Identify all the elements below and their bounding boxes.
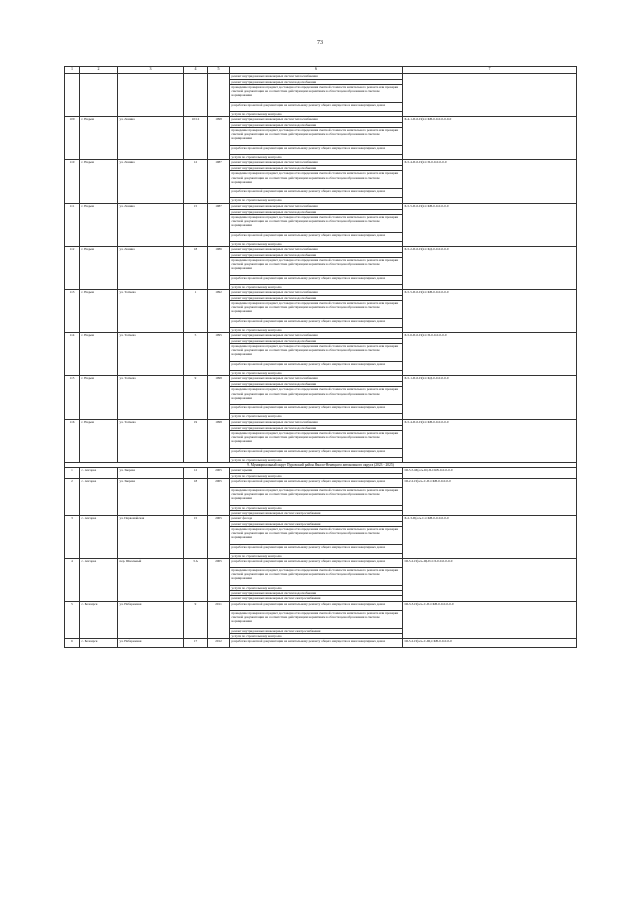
work-type: ремонт внутридомовых инженерных систем водоснабжения (230, 252, 403, 257)
work-type: разработка проектной документации на капитальному ремонту общего имущества в многоквартирных домах (230, 232, 403, 241)
work-type: ремонт внутридомовых инженерных систем водоснабжения (230, 123, 403, 128)
work-type: услуги по строительному контролю (230, 414, 403, 419)
settlement: г. Надым (80, 289, 118, 332)
row-number: 113 (65, 289, 80, 332)
work-type: ремонт внутридомовых инженерных систем теплоснабжения (230, 289, 403, 295)
settlement: г. Надым (80, 117, 118, 160)
work-type: услуги по строительному контролю (230, 241, 403, 246)
column-header: 7 (403, 67, 577, 74)
street: ул. Зверева (118, 467, 184, 478)
work-type: услуги по строительному контролю (230, 473, 403, 478)
house-number: 19 (184, 419, 208, 462)
work-type: ремонт внутридомовых инженерных систем теплоснабжения (230, 203, 403, 209)
street: пер. Школьный (118, 559, 184, 601)
build-year: 2011 (208, 601, 230, 638)
house-code: Б-5-2-П-0-П(2-СКД-0-0-0-0-0-0 (403, 246, 577, 289)
house-code: Ш-2-2-П(ось-С-П-СКВ-0-0-0-0-0 (403, 478, 577, 515)
work-type: ремонт внутридомовых инженерных систем водоснабжения (230, 382, 403, 387)
work-type: ремонт фасада (230, 516, 403, 522)
work-type: ремонт крыши (230, 467, 403, 473)
build-year: 1998 (208, 419, 230, 462)
street: ул. Набережная (118, 601, 184, 638)
row-number: 3 (65, 516, 80, 559)
work-type: ремонт внутридомовых инженерных систем теплоснабжения (230, 419, 403, 425)
empty-cell (65, 74, 80, 117)
house-number: 15 (184, 516, 208, 559)
settlement: с. Белоярск (80, 638, 118, 647)
work-type: услуги по строительному контролю (230, 633, 403, 638)
work-type: разработка проектной документации на капитальному ремонту общего имущества в многоквартирных домах (230, 362, 403, 371)
empty-cell (80, 74, 118, 117)
settlement: г. Надым (80, 376, 118, 419)
street: ул. Ленина (118, 246, 184, 289)
house-code: Б-5-5-П-0-П(2-СКВ-0-0-0-0-0-0 (403, 289, 577, 332)
row-number: 114 (65, 333, 80, 376)
house-number: 12 (184, 467, 208, 478)
work-type: разработка проектной документации на капитальному ремонту общего имущества в многоквартирных домах (230, 478, 403, 487)
row-number: 112 (65, 246, 80, 289)
work-type: проведение проверки на предмет достоверности определения сметной стоимости капитального ремонта или проверки сметной документации на соответствие действующим нормативам в области ценообразования в сметном нормировании (230, 301, 403, 319)
build-year: 1995 (208, 333, 230, 376)
empty-cell (184, 74, 208, 117)
row-number: 1 (65, 467, 80, 478)
table-row (65, 601, 577, 610)
settlement: г. Надым (80, 246, 118, 289)
work-type: ремонт внутридомовых инженерных систем водоснабжения (230, 166, 403, 171)
house-code: Б-5-4-П-0-П(2-СП-0-0-0-0-0-0 (403, 160, 577, 203)
work-type: разработка проектной документации на капитальному ремонту общего имущества в многоквартирных домах (230, 405, 403, 414)
empty-cell (403, 74, 577, 117)
work-type: услуги по строительному контролю (230, 371, 403, 376)
work-type: услуги по строительному контролю (230, 586, 403, 591)
work-type: услуги по строительному контролю (230, 328, 403, 333)
build-year: 1987 (208, 160, 230, 203)
row-number: 109 (65, 117, 80, 160)
work-type: ремонт внутридомовых инженерных систем водоснабжения (230, 591, 403, 596)
house-code: Ш-3-3-П(ось-С-П-СКВ-0-0-0-0-0-0 (403, 601, 577, 638)
work-type: проведение проверки на предмет достоверности определения сметной стоимости капитального ремонта или проверки сметной документации на соответствие действующим нормативам в области ценообразования в сметном нормировании (230, 487, 403, 505)
work-type: услуги по строительному контролю (230, 155, 403, 160)
work-type: ремонт внутридомовых инженерных систем водоснабжения (230, 80, 403, 85)
work-type: разработка проектной документации на капитальному ремонту общего имущества в многоквартирных домах (230, 275, 403, 284)
house-code: Б-5-6-П-0-П(2-СП-0-0-0-0-0-0 (403, 333, 577, 376)
work-type: разработка проектной документации на капитальному ремонту общего имущества в многоквартирных домах (230, 189, 403, 198)
work-type: ремонт внутридомовых инженерных систем теплоснабжения (230, 333, 403, 339)
house-code: Ш-5-2-П(ось-Щ-П-СЛ-0-0-0-0-0-0 (403, 559, 577, 601)
settlement: г. Надым (80, 333, 118, 376)
settlement: с. Ахсарка (80, 559, 118, 601)
row-number: 2 (65, 478, 80, 515)
build-year: 2005 (208, 478, 230, 515)
work-type: ремонт внутридомовых инженерных систем теплоснабжения (230, 117, 403, 123)
column-header: 1 (65, 67, 80, 74)
section-title: 9. Муниципальный округ Пуровский район Ямало-Ненецкого автономного округа (2023 - 2025) (65, 462, 577, 467)
work-type: проведение проверки на предмет достоверности определения сметной стоимости капитального ремонта или проверки сметной документации на соответствие действующим нормативам в области ценообразования в сметном нормировании (230, 171, 403, 189)
row-number: 116 (65, 419, 80, 462)
empty-cell (118, 74, 184, 117)
work-type: услуги по строительному контролю (230, 198, 403, 203)
work-type: проведение проверки на предмет достоверности определения сметной стоимости капитального ремонта или проверки сметной документации на соответствие действующим нормативам в области ценообразования в сметном нормировании (230, 344, 403, 362)
house-number: 5 (184, 333, 208, 376)
street: ул. Первомайская (118, 516, 184, 559)
work-type: услуги по строительному контролю (230, 505, 403, 510)
house-code: Б-5-5-П-0-П(2-СКВ-0-0-0-0-0-0 (403, 203, 577, 246)
build-year: 2012 (208, 638, 230, 647)
street: ул. Топчева (118, 419, 184, 462)
settlement: г. Надым (80, 160, 118, 203)
work-type: проведение проверки на предмет достоверности определения сметной стоимости капитального ремонта или проверки сметной документации на соответствие действующим нормативам в области ценообразования в сметном нормировании (230, 568, 403, 586)
work-type: ремонт внутридомовых инженерных систем электроснабжения (230, 596, 403, 601)
house-number: 9 (184, 601, 208, 638)
work-type: разработка проектной документации на капитальному ремонту общего имущества в многоквартирных домах (230, 319, 403, 328)
work-type: ремонт внутридомовых инженерных систем водоснабжения (230, 209, 403, 214)
street: ул. Ленина (118, 203, 184, 246)
work-type: ремонт внутридомовых инженерных систем теплоснабжения (230, 160, 403, 166)
work-type: проведение проверки на предмет достоверности определения сметной стоимости капитального ремонта или проверки сметной документации на соответствие действующим нормативам в области ценообразования в сметном нормировании (230, 430, 403, 448)
capital-repair-table (64, 66, 577, 648)
settlement: г. Надым (80, 203, 118, 246)
settlement: с. Ахсарка (80, 516, 118, 559)
settlement: с. Ахсарка (80, 467, 118, 478)
row-number: 115 (65, 376, 80, 419)
build-year: 1992 (208, 289, 230, 332)
build-year: 1986 (208, 246, 230, 289)
work-type: разработка проектной документации на капитальному ремонту общего имущества в многоквартирных домах (230, 146, 403, 155)
street: ул. Ленина (118, 160, 184, 203)
header-row (65, 67, 577, 74)
empty-cell (208, 74, 230, 117)
work-type: услуги по строительному контролю (230, 554, 403, 559)
work-type: ремонт внутридомовых инженерных систем водоснабжения (230, 339, 403, 344)
row-number: 111 (65, 203, 80, 246)
page-number: 73 (317, 40, 323, 46)
house-number: 17 (184, 638, 208, 647)
column-header: 3 (118, 67, 184, 74)
work-type: разработка проектной документации на капитальному ремонту общего имущества в многоквартирных домах (230, 638, 403, 647)
street: ул. Ленина (118, 117, 184, 160)
work-type: ремонт внутридомовых инженерных систем теплоснабжения (230, 376, 403, 382)
work-type: проведение проверки на предмет достоверности определения сметной стоимости капитального ремонта или проверки сметной документации на соответствие действующим нормативам в области ценообразования в сметном нормировании (230, 387, 403, 405)
table-row (65, 559, 577, 568)
work-type: ремонт внутридомовых инженерных систем электроснабжения (230, 510, 403, 515)
build-year: 2005 (208, 516, 230, 559)
house-number: 15 (184, 203, 208, 246)
work-type: проведение проверки на предмет достоверности определения сметной стоимости капитального ремонта или проверки сметной документации на соответствие действующим нормативам в области ценообразования в сметном нормировании (230, 610, 403, 628)
street: ул. Набережная (118, 638, 184, 647)
build-year: 1987 (208, 203, 230, 246)
work-type: проведение проверки на предмет достоверности определения сметной стоимости капитального ремонта или проверки сметной документации на соответствие действующим нормативам в области ценообразования в сметном нормировании (230, 527, 403, 545)
house-number: 3 А (184, 559, 208, 601)
work-type: проведение проверки на предмет достоверности определения сметной стоимости капитального ремонта или проверки сметной документации на соответствие действующим нормативам в области ценообразования в сметном нормировании (230, 128, 403, 146)
street: ул. Зверева (118, 478, 184, 515)
table-row (65, 638, 577, 647)
build-year: 1998 (208, 376, 230, 419)
table-row (65, 478, 577, 487)
house-code: Б-4-1-П-0-П(2-СКВ-0-0-0-0-0-0-0 (403, 117, 577, 160)
build-year: 2005 (208, 559, 230, 601)
column-header: 2 (80, 67, 118, 74)
settlement: г. Надым (80, 419, 118, 462)
house-number: 1 (184, 289, 208, 332)
work-type: услуги по строительному контролю (230, 112, 403, 117)
house-code: Б-2-3-П(ось-С-СКВ-0-0-0-0-0-0 (403, 516, 577, 559)
row-number: 110 (65, 160, 80, 203)
work-type: разработка проектной документации на капитальному ремонту общего имущества в многоквартирных домах (230, 601, 403, 610)
house-code: Ш-5-5-М(ось-Щ-П-СКВ-0-0-0-0-0 (403, 467, 577, 478)
column-header: 5 (208, 67, 230, 74)
house-code: Ш-5-2-П(ось-С-Щ-СКВ-0-0-0-0-0 (403, 638, 577, 647)
settlement: с. Ахсарка (80, 478, 118, 515)
work-type: ремонт внутридомовых инженерных систем водоснабжения (230, 295, 403, 300)
build-year: 2005 (208, 467, 230, 478)
row-number: 5 (65, 601, 80, 638)
work-type: ремонт внутридомовых инженерных систем теплоснабжения (230, 246, 403, 252)
work-type: разработка проектной документации на капитальному ремонту общего имущества в многоквартирных домах (230, 545, 403, 554)
street: ул. Топчева (118, 289, 184, 332)
house-code: Б-5-1-П-0-П(2-СКД-0-0-0-0-0-0 (403, 376, 577, 419)
work-type: проведение проверки на предмет достоверности определения сметной стоимости капитального ремонта или проверки сметной документации на соответствие действующим нормативам в области ценообразования в сметном нормировании (230, 85, 403, 103)
work-type: проведение проверки на предмет достоверности определения сметной стоимости капитального ремонта или проверки сметной документации на соответствие действующим нормативам в области ценообразования в сметном нормировании (230, 214, 403, 232)
house-number: 12 (184, 160, 208, 203)
build-year: 1998 (208, 117, 230, 160)
house-number: 18 (184, 246, 208, 289)
work-type: ремонт внутридомовых инженерных систем электроснабжения (230, 628, 403, 633)
work-type: ремонт внутридомовых инженерных систем водоснабжения (230, 425, 403, 430)
house-number: 10/12 (184, 117, 208, 160)
column-header: 6 (230, 67, 403, 74)
column-header: 4 (184, 67, 208, 74)
house-number: 18 (184, 478, 208, 515)
row-number: 6 (65, 638, 80, 647)
work-type: услуги по строительному контролю (230, 284, 403, 289)
street: ул. Топчева (118, 376, 184, 419)
house-code: Б-5-4-П-0-П(2-СКВ-0-0-0-0-0-0 (403, 419, 577, 462)
settlement: с. Белоярск (80, 601, 118, 638)
work-type: разработка проектной документации на капитальному ремонту общего имущества в многоквартирных домах (230, 559, 403, 568)
work-type: услуги по строительному контролю (230, 457, 403, 462)
work-type: ремонт внутридомовых инженерных систем электроснабжения (230, 522, 403, 527)
street: ул. Топчева (118, 333, 184, 376)
house-number: 9 (184, 376, 208, 419)
work-type: проведение проверки на предмет достоверности определения сметной стоимости капитального ремонта или проверки сметной документации на соответствие действующим нормативам в области ценообразования в сметном нормировании (230, 257, 403, 275)
work-type: ремонт внутридомовых инженерных систем теплоснабжения (230, 74, 403, 80)
row-number: 4 (65, 559, 80, 601)
work-type: разработка проектной документации на капитальному ремонту общего имущества в многоквартирных домах (230, 448, 403, 457)
work-type: разработка проектной документации на капитальному ремонту общего имущества в многоквартирных домах (230, 103, 403, 112)
